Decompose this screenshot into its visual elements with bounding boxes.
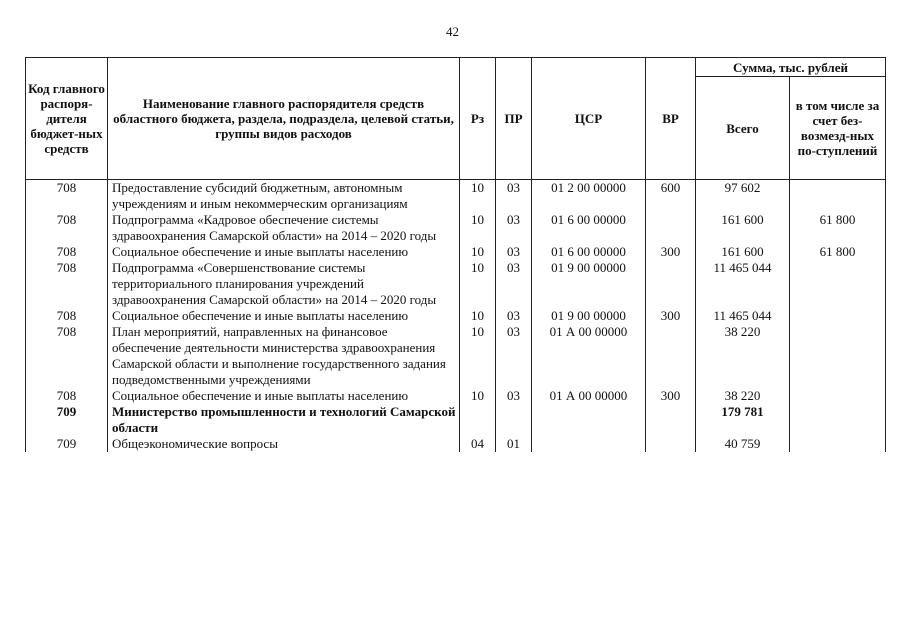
- row-csr: 01 6 00 00000: [532, 212, 646, 244]
- row-rz: [460, 404, 496, 436]
- row-name: План мероприятий, направленных на финансовое обеспечение деятельности министерства здравоохранения Самарской области и выполнение государственного задания подведомственными учреждениями: [108, 324, 460, 388]
- row-csr: 01 А 00 00000: [532, 388, 646, 404]
- row-name: Министерство промышленности и технологий Самарской области: [108, 404, 460, 436]
- row-vr: 300: [646, 244, 696, 260]
- header-total: Всего: [696, 77, 790, 180]
- row-vr: [646, 436, 696, 452]
- row-total: 161 600: [696, 244, 790, 260]
- row-total: 38 220: [696, 324, 790, 388]
- page-number: 42: [446, 24, 459, 39]
- row-vr: [646, 260, 696, 308]
- row-total: 11 465 044: [696, 308, 790, 324]
- row-pr: 01: [496, 436, 532, 452]
- row-csr: 01 9 00 00000: [532, 308, 646, 324]
- row-name: Социальное обеспечение и иные выплаты населению: [108, 388, 460, 404]
- row-rz: 10: [460, 180, 496, 213]
- row-csr: 01 2 00 00000: [532, 180, 646, 213]
- row-csr: [532, 436, 646, 452]
- header-pr: ПР: [496, 58, 532, 180]
- header-csr: ЦСР: [532, 58, 646, 180]
- row-rz: 04: [460, 436, 496, 452]
- header-code: Код главного распоря-дителя бюджет-ных средств: [26, 58, 108, 180]
- row-rz: 10: [460, 212, 496, 244]
- table-body: [26, 180, 886, 453]
- row-incl: [790, 260, 886, 308]
- row-incl: 61 800: [790, 244, 886, 260]
- row-incl: [790, 324, 886, 388]
- row-rz: 10: [460, 388, 496, 404]
- row-code: 708: [26, 308, 108, 324]
- row-total: 179 781: [696, 404, 790, 436]
- row-csr: 01 А 00 00000: [532, 324, 646, 388]
- header-vr: ВР: [646, 58, 696, 180]
- row-rz: 10: [460, 308, 496, 324]
- row-total: 38 220: [696, 388, 790, 404]
- header-name: Наименование главного распорядителя средств областного бюджета, раздела, подраздела, целевой статьи, группы видов расходов: [108, 58, 460, 180]
- header-sum: Сумма, тыс. рублей: [696, 58, 886, 77]
- row-incl: [790, 308, 886, 324]
- row-incl: 61 800: [790, 212, 886, 244]
- row-total: 40 759: [696, 436, 790, 452]
- table-row: [26, 260, 886, 308]
- row-code: 708: [26, 244, 108, 260]
- row-code: 708: [26, 324, 108, 388]
- header-rz: Рз: [460, 58, 496, 180]
- table-row: [26, 212, 886, 244]
- row-pr: 03: [496, 212, 532, 244]
- table-row: [26, 180, 886, 213]
- row-code: 708: [26, 260, 108, 308]
- row-name: Социальное обеспечение и иные выплаты населению: [108, 308, 460, 324]
- row-incl: [790, 388, 886, 404]
- row-csr: [532, 404, 646, 436]
- row-code: 708: [26, 180, 108, 213]
- row-csr: 01 6 00 00000: [532, 244, 646, 260]
- row-code: 708: [26, 212, 108, 244]
- table-row: [26, 436, 886, 452]
- table-row: [26, 324, 886, 388]
- row-pr: 03: [496, 244, 532, 260]
- row-vr: [646, 324, 696, 388]
- row-pr: 03: [496, 388, 532, 404]
- row-code: 708: [26, 388, 108, 404]
- row-rz: 10: [460, 260, 496, 308]
- table-row: [26, 404, 886, 436]
- row-vr: 300: [646, 388, 696, 404]
- row-vr: [646, 212, 696, 244]
- row-pr: 03: [496, 324, 532, 388]
- row-code: 709: [26, 404, 108, 436]
- row-vr: 600: [646, 180, 696, 213]
- row-name: Социальное обеспечение и иные выплаты населению: [108, 244, 460, 260]
- row-rz: 10: [460, 324, 496, 388]
- header-incl: в том числе за счет без-возмезд-ных по-ступлений: [790, 77, 886, 180]
- row-pr: 03: [496, 308, 532, 324]
- row-name: Подпрограмма «Кадровое обеспечение системы здравоохранения Самарской области» на 2014 – 2020 годы: [108, 212, 460, 244]
- row-total: 161 600: [696, 212, 790, 244]
- row-total: 11 465 044: [696, 260, 790, 308]
- row-vr: [646, 404, 696, 436]
- row-rz: 10: [460, 244, 496, 260]
- row-name: Общеэкономические вопросы: [108, 436, 460, 452]
- table-row: [26, 388, 886, 404]
- row-csr: 01 9 00 00000: [532, 260, 646, 308]
- row-incl: [790, 404, 886, 436]
- row-pr: [496, 404, 532, 436]
- row-total: 97 602: [696, 180, 790, 213]
- row-name: Предоставление субсидий бюджетным, автономным учреждениям и иным некоммерческим организациям: [108, 180, 460, 213]
- row-name: Подпрограмма «Совершенствование системы территориального планирования учреждений здравоохранения Самарской области» на 2014 – 2020 годы: [108, 260, 460, 308]
- row-incl: [790, 436, 886, 452]
- table-row: [26, 308, 886, 324]
- row-pr: 03: [496, 180, 532, 213]
- row-incl: [790, 180, 886, 213]
- row-vr: 300: [646, 308, 696, 324]
- budget-table: [25, 57, 886, 452]
- row-code: 709: [26, 436, 108, 452]
- table-row: [26, 244, 886, 260]
- row-pr: 03: [496, 260, 532, 308]
